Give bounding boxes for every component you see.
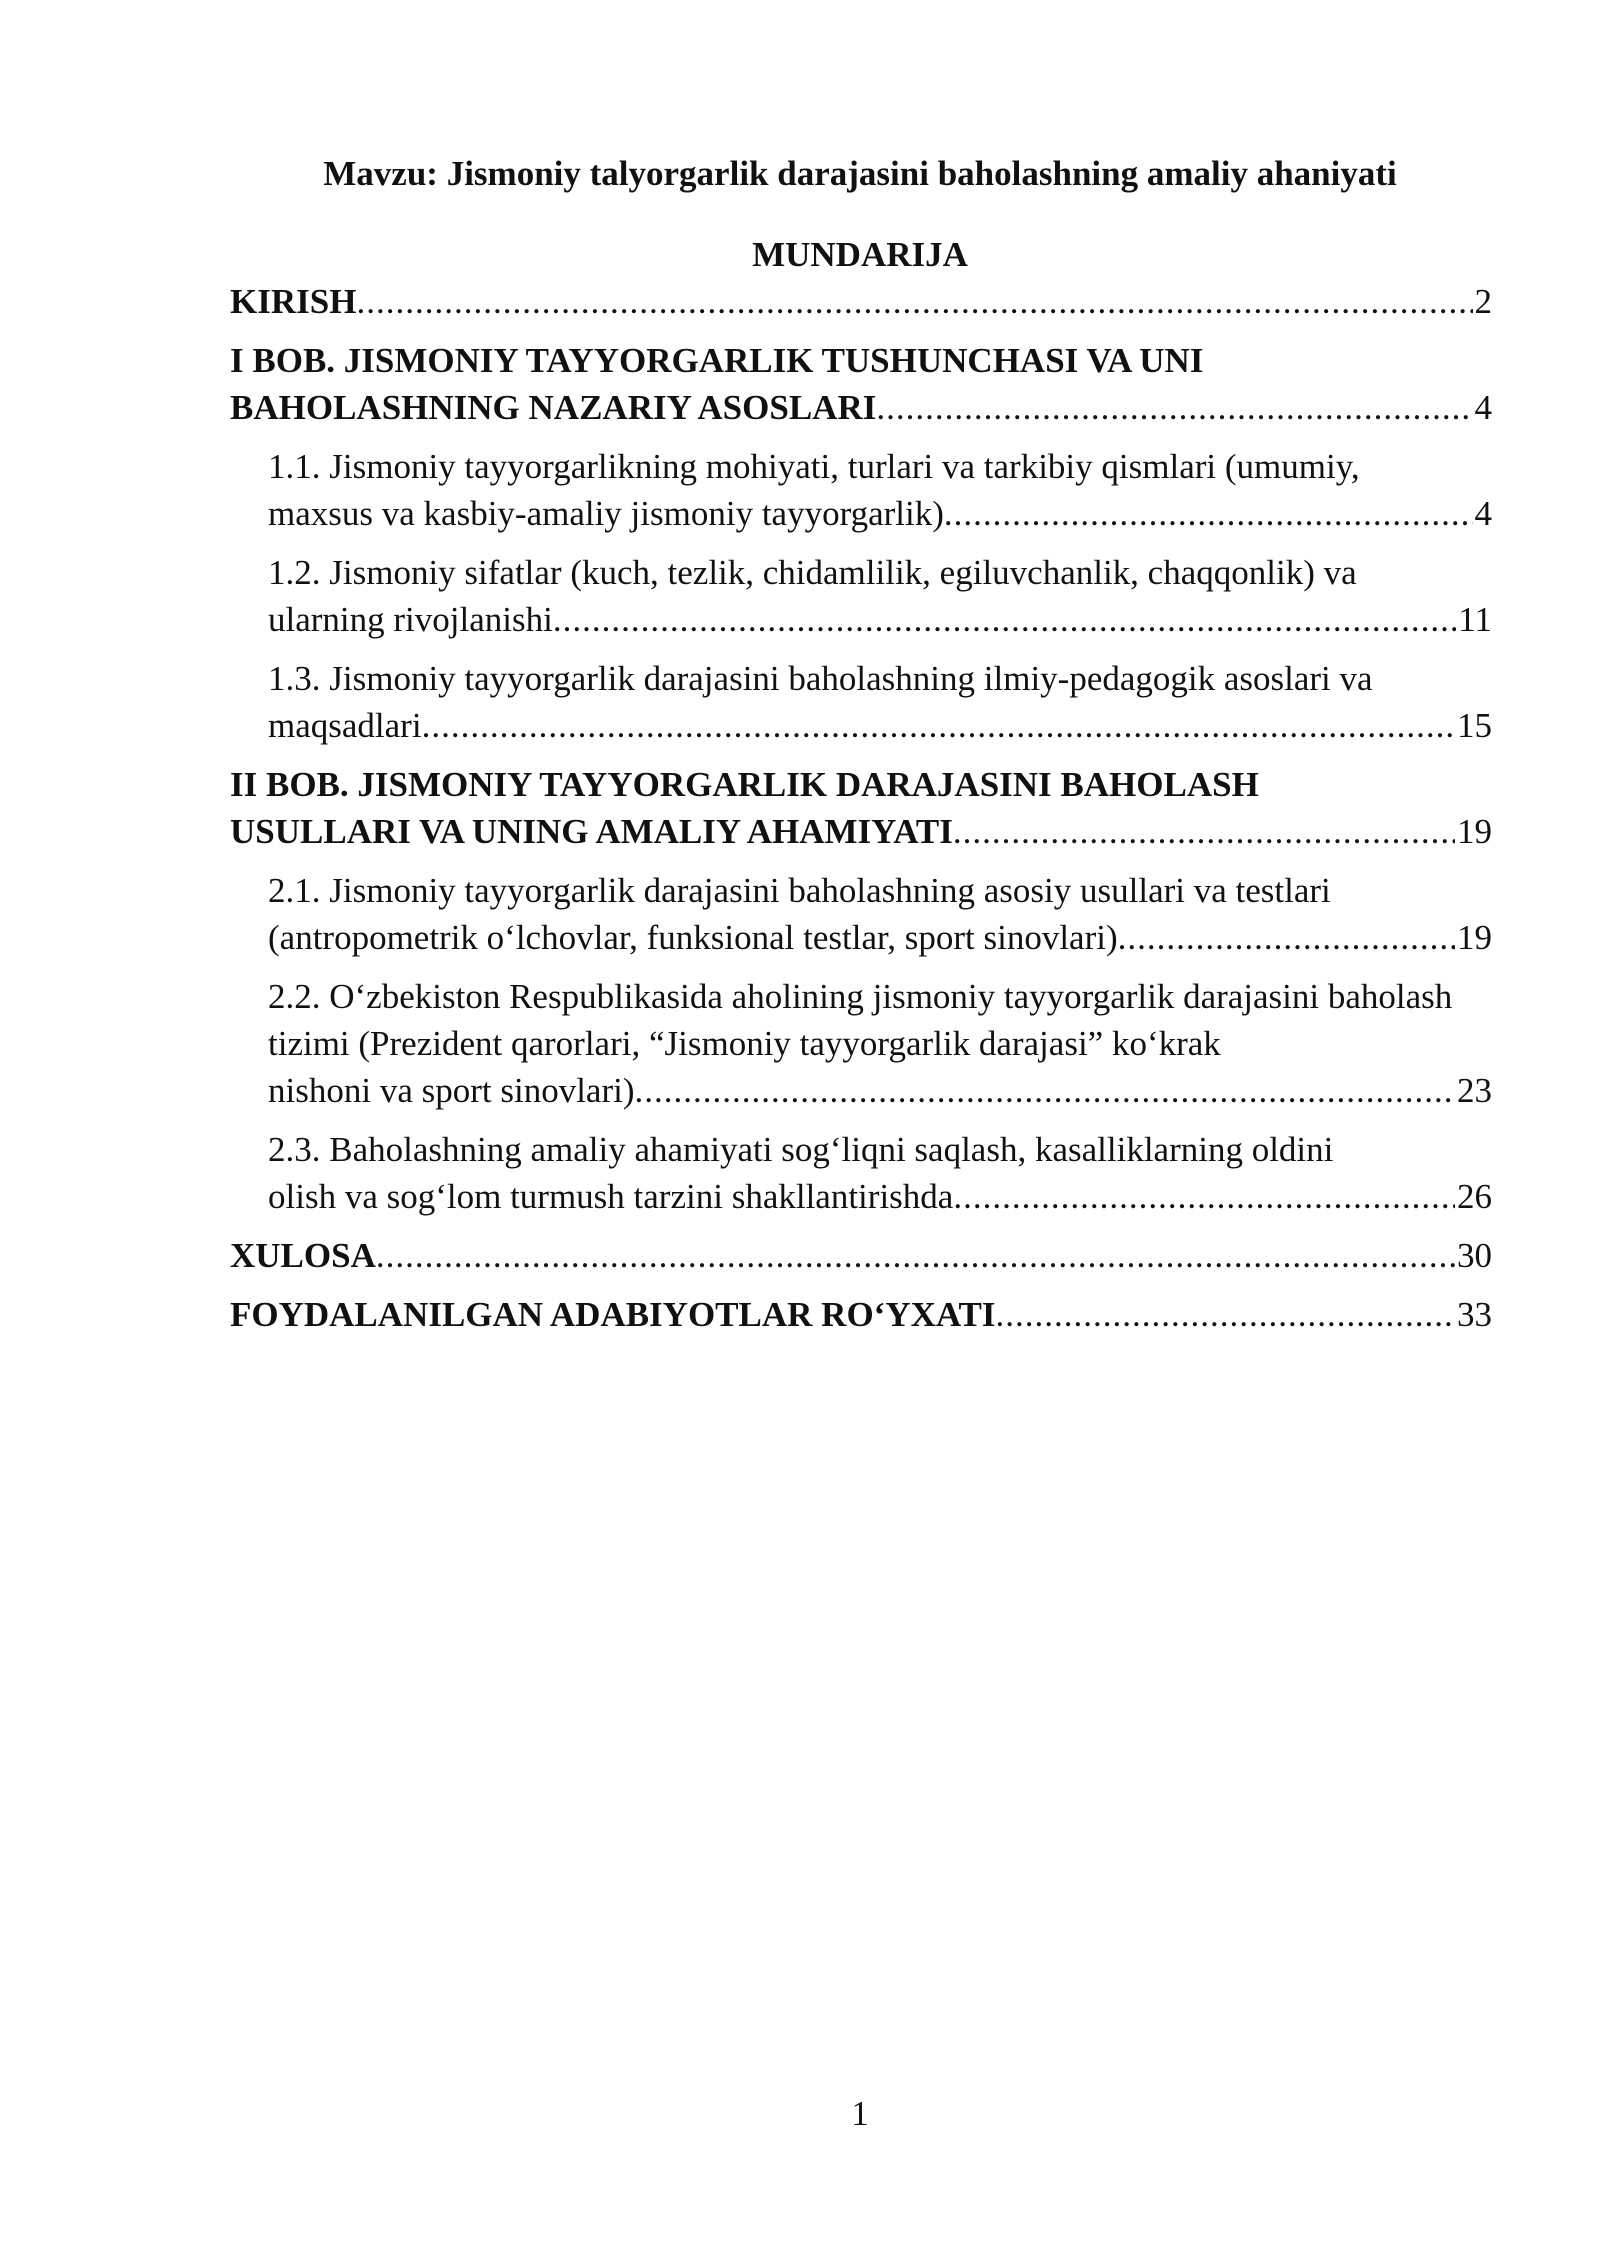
toc-entry-line xyxy=(268,1173,1492,1220)
toc-entry-line xyxy=(230,808,1492,855)
toc-section-entry xyxy=(230,443,1492,537)
toc-dot-leader xyxy=(996,1291,1455,1338)
toc-entry-line xyxy=(268,1067,1492,1114)
page-number: 1 xyxy=(851,2094,869,2133)
toc-entry-title-start: I BOB. JISMONIY TAYYORGARLIK TUSHUNCHASI VA UNI xyxy=(230,341,1204,380)
toc-page-number: 2 xyxy=(1474,282,1492,321)
toc-entry-title: ularning rivojlanishi xyxy=(268,600,553,639)
toc-entry-title-start: 2.2. O‘zbekiston Respublikasida aholining jismoniy tayyorgarlik darajasini baholash tizimi (Prezident qarorlari, “Jismoniy tayyorgarlik darajasi” ko‘krak xyxy=(268,977,1453,1063)
toc-page-number: 26 xyxy=(1457,1177,1492,1216)
toc-entry-line xyxy=(268,596,1492,643)
toc-entry-title-start: 1.1. Jismoniy tayyorgarlikning mohiyati, turlari va tarkibiy qismlari (umumiy, xyxy=(268,447,1360,486)
toc-chapter-entry xyxy=(230,278,1492,325)
toc-page-number: 30 xyxy=(1457,1236,1492,1275)
toc-entry-title-start: 2.1. Jismoniy tayyorgarlik darajasini baholashning asosiy usullari va testlari xyxy=(268,871,1331,910)
toc-entry-line xyxy=(230,384,1492,431)
toc-entry-title: BAHOLASHNING NAZARIY ASOSLARI xyxy=(230,388,877,427)
toc-dot-leader xyxy=(944,490,1473,537)
toc-page-number: 11 xyxy=(1458,600,1492,639)
toc-entry-title: (antropometrik o‘lchovlar, funksional testlar, sport sinovlari) xyxy=(268,918,1118,957)
toc-dot-leader xyxy=(953,1173,1455,1220)
toc-section-entry xyxy=(230,655,1492,749)
toc-page-number: 33 xyxy=(1457,1295,1492,1334)
toc-page-number: 19 xyxy=(1457,812,1492,851)
toc-entry-title-start: 1.3. Jismoniy tayyorgarlik darajasini baholashning ilmiy-pedagogik asoslari va xyxy=(268,659,1373,698)
toc-entry-title: olish va sog‘lom turmush tarzini shakllantirishda xyxy=(268,1177,954,1216)
document-title: Mavzu: Jismoniy talyorgarlik darajasini baholashning amaliy ahaniyati xyxy=(323,154,1397,193)
toc-chapter-entry xyxy=(230,761,1492,855)
toc-dot-leader xyxy=(553,596,1456,643)
toc-entry-title-start: 1.2. Jismoniy sifatlar (kuch, tezlik, chidamlilik, egiluvchanlik, chaqqonlik) va xyxy=(268,553,1357,592)
toc-chapter-entry xyxy=(230,337,1492,431)
toc-dot-leader xyxy=(1118,914,1455,961)
toc-entry-title: USULLARI VA UNING AMALIY AHAMIYATI xyxy=(230,812,953,851)
toc-entry-title: maxsus va kasbiy-amaliy jismoniy tayyorgarlik) xyxy=(268,494,944,533)
toc-page-number: 15 xyxy=(1457,706,1492,745)
toc-section-entry xyxy=(230,1126,1492,1220)
toc-dot-leader xyxy=(422,702,1455,749)
toc-entry-line xyxy=(230,1232,1492,1279)
toc-dot-leader xyxy=(876,384,1472,431)
toc-chapter-entry xyxy=(230,1232,1492,1279)
toc-section-entry xyxy=(230,549,1492,643)
toc-section-entry xyxy=(230,973,1492,1114)
toc-dot-leader xyxy=(635,1067,1456,1114)
toc-entry-title: maqsadlari xyxy=(268,706,422,745)
toc-dot-leader xyxy=(356,278,1472,325)
toc-entry-title-start: 2.3. Baholashning amaliy ahamiyati sog‘liqni saqlash, kasalliklarning oldini xyxy=(268,1130,1334,1169)
toc-entry-title: KIRISH xyxy=(230,282,357,321)
table-of-contents xyxy=(230,278,1492,1350)
toc-entry-line xyxy=(230,278,1492,325)
toc-page-number: 4 xyxy=(1474,494,1492,533)
toc-page-number: 19 xyxy=(1457,918,1492,957)
toc-entry-title: FOYDALANILGAN ADABIYOTLAR RO‘YXATI xyxy=(230,1295,996,1334)
toc-entry-title-start: II BOB. JISMONIY TAYYORGARLIK DARAJASINI BAHOLASH xyxy=(230,765,1259,804)
toc-entry-line xyxy=(230,1291,1492,1338)
toc-page-number: 4 xyxy=(1474,388,1492,427)
toc-chapter-entry xyxy=(230,1291,1492,1338)
toc-heading: MUNDARIJA xyxy=(752,235,968,274)
toc-section-entry xyxy=(230,867,1492,961)
toc-entry-line xyxy=(268,702,1492,749)
toc-page-number: 23 xyxy=(1457,1071,1492,1110)
toc-dot-leader xyxy=(953,808,1455,855)
toc-entry-line xyxy=(268,914,1492,961)
toc-entry-title: XULOSA xyxy=(230,1236,376,1275)
toc-entry-line xyxy=(268,490,1492,537)
toc-entry-title: nishoni va sport sinovlari) xyxy=(268,1071,635,1110)
toc-dot-leader xyxy=(376,1232,1455,1279)
